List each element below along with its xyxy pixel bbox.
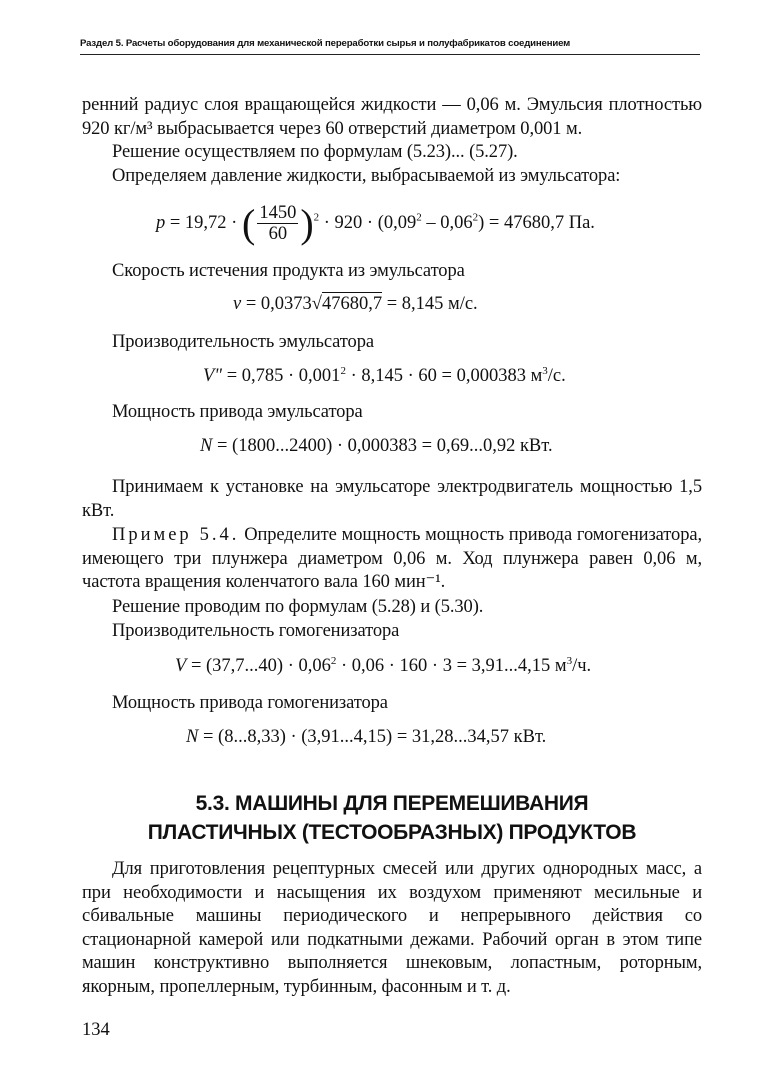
formula-part: = 0,0373 xyxy=(245,294,312,314)
paragraph-example xyxy=(82,524,702,595)
paragraph-section-intro: Для приготовления рецептурных смесей или других однородных масс, а при необходимости и насыщения их воздухом применяют месильные и сбивальные машины периодического и непрерывного действия со стационарной камерой или подкатными дежами. Рабочий орган в этом типе машин конструктивно выполняется шнековым, лопастным, роторным, якорным, пропеллерным, турбинным, фасонным и т. д. xyxy=(82,859,702,997)
formula-variable: V" xyxy=(203,366,223,386)
formula-part: – 0,06 xyxy=(426,212,473,233)
formula-part: ) = 47680,7 Па. xyxy=(478,212,595,233)
formula-part: = 19,72 · xyxy=(169,212,238,233)
fraction-numerator: 1450 xyxy=(259,203,297,223)
formula-pressure: p = 19,72 · ( $\frac{1450}{60}$ )$^2 \cdot 920 \cdot (0,09^2 - 0,06^2) = 47680,7$ Па. xyxy=(156,201,595,246)
paragraph-homogenizer-power: Мощность привода гомогенизатора xyxy=(112,693,388,713)
formula-part: /с. xyxy=(547,366,566,386)
formula-variable: p xyxy=(156,212,166,233)
formula-variable: V xyxy=(175,656,187,676)
section-title-line2: ПЛАСТИЧНЫХ (ТЕСТООБРАЗНЫХ) ПРОДУКТОВ xyxy=(147,821,637,844)
formula-part: = (37,7...40) · 0,06 xyxy=(190,656,331,676)
formula-part: = (1800...2400) · 0,000383 = 0,69...0,92 кВт. xyxy=(216,436,553,456)
formula-part: · 920 · (0,09 xyxy=(323,212,417,233)
formula-part: · 8,145 · 60 = 0,000383 м xyxy=(350,366,543,386)
exponent: 2 xyxy=(313,211,320,224)
paragraph-pressure-intro: Определяем давление жидкости, выбрасываемой из эмульсатора: xyxy=(112,166,621,186)
formula-variable: N xyxy=(200,436,213,456)
square-root-argument: 47680,7 xyxy=(321,294,383,314)
paragraph-power-intro: Мощность привода эмульсатора xyxy=(112,402,363,422)
formula-homogenizer-productivity: $V = (37,7...40) \cdot 0,06^2 \cdot 0,06 \cdot 160 \cdot 3 = 3,91...4,15$ $м^3/ч$. xyxy=(175,654,592,676)
fraction-denominator: 60 xyxy=(268,224,288,244)
formula-homogenizer-power xyxy=(186,727,546,748)
paragraph-continuation: ренний радиус слоя вращающейся жидкости — 0,06 м. Эмульсия плотностью 920 кг/м³ выбрасывается через 60 отверстий диаметром 0,001 м. xyxy=(82,95,702,139)
section-heading xyxy=(82,789,702,847)
paragraph-productivity-intro: Производительность эмульсатора xyxy=(112,332,374,352)
formula-part: = 8,145 м/с. xyxy=(386,294,478,314)
paragraph-homogenizer-productivity: Производительность гомогенизатора xyxy=(112,621,400,641)
example-label: Пример 5.4. xyxy=(112,525,240,545)
page-number: 134 xyxy=(82,1020,110,1040)
formula-part: · 0,06 · 160 · 3 = 3,91...4,15 м xyxy=(340,656,567,676)
section-title-line1: МАШИНЫ ДЛЯ ПЕРЕМЕШИВАНИЯ xyxy=(235,792,589,815)
running-header: Раздел 5. Расчеты оборудования для механической переработки сырья и полуфабрикатов соединением xyxy=(80,38,700,55)
formula-variable: v xyxy=(233,294,242,314)
formula-part: = (8...8,33) · (3,91...4,15) = 31,28...34,57 кВт. xyxy=(202,727,547,747)
section-number: 5.3. xyxy=(195,792,230,815)
formula-part: = 0,785 · 0,001 xyxy=(226,366,341,386)
formula-part: /ч. xyxy=(572,656,592,676)
formula-velocity: v = 0,0373√47680,7 = 8,145 м/с. xyxy=(233,294,478,314)
paragraph-motor-choice: Принимаем к установке на эмульсаторе электродвигатель мощностью 1,5 кВт. xyxy=(82,477,702,521)
example-text: Определите мощность мощность привода гомогенизатора, имеющего три плунжера диаметром 0,06 м. Ход плунжера равен 0,06 м, частота вращения коленчатого вала 160 мин⁻¹. xyxy=(82,525,702,592)
formula-power xyxy=(200,436,553,457)
paragraph-velocity-intro: Скорость истечения продукта из эмульсатора xyxy=(112,261,465,281)
formula-variable: N xyxy=(186,727,199,747)
paragraph-solution-ref: Решение осуществляем по формулам (5.23)... (5.27). xyxy=(112,142,518,162)
formula-productivity: V" = $0,785 \cdot 0,001^2 \cdot 8,145 \cdot 60 = 0,000383$ $м^3/с$. xyxy=(203,364,566,386)
paragraph-solution-ref-2: Решение проводим по формулам (5.28) и (5.30). xyxy=(112,597,484,617)
